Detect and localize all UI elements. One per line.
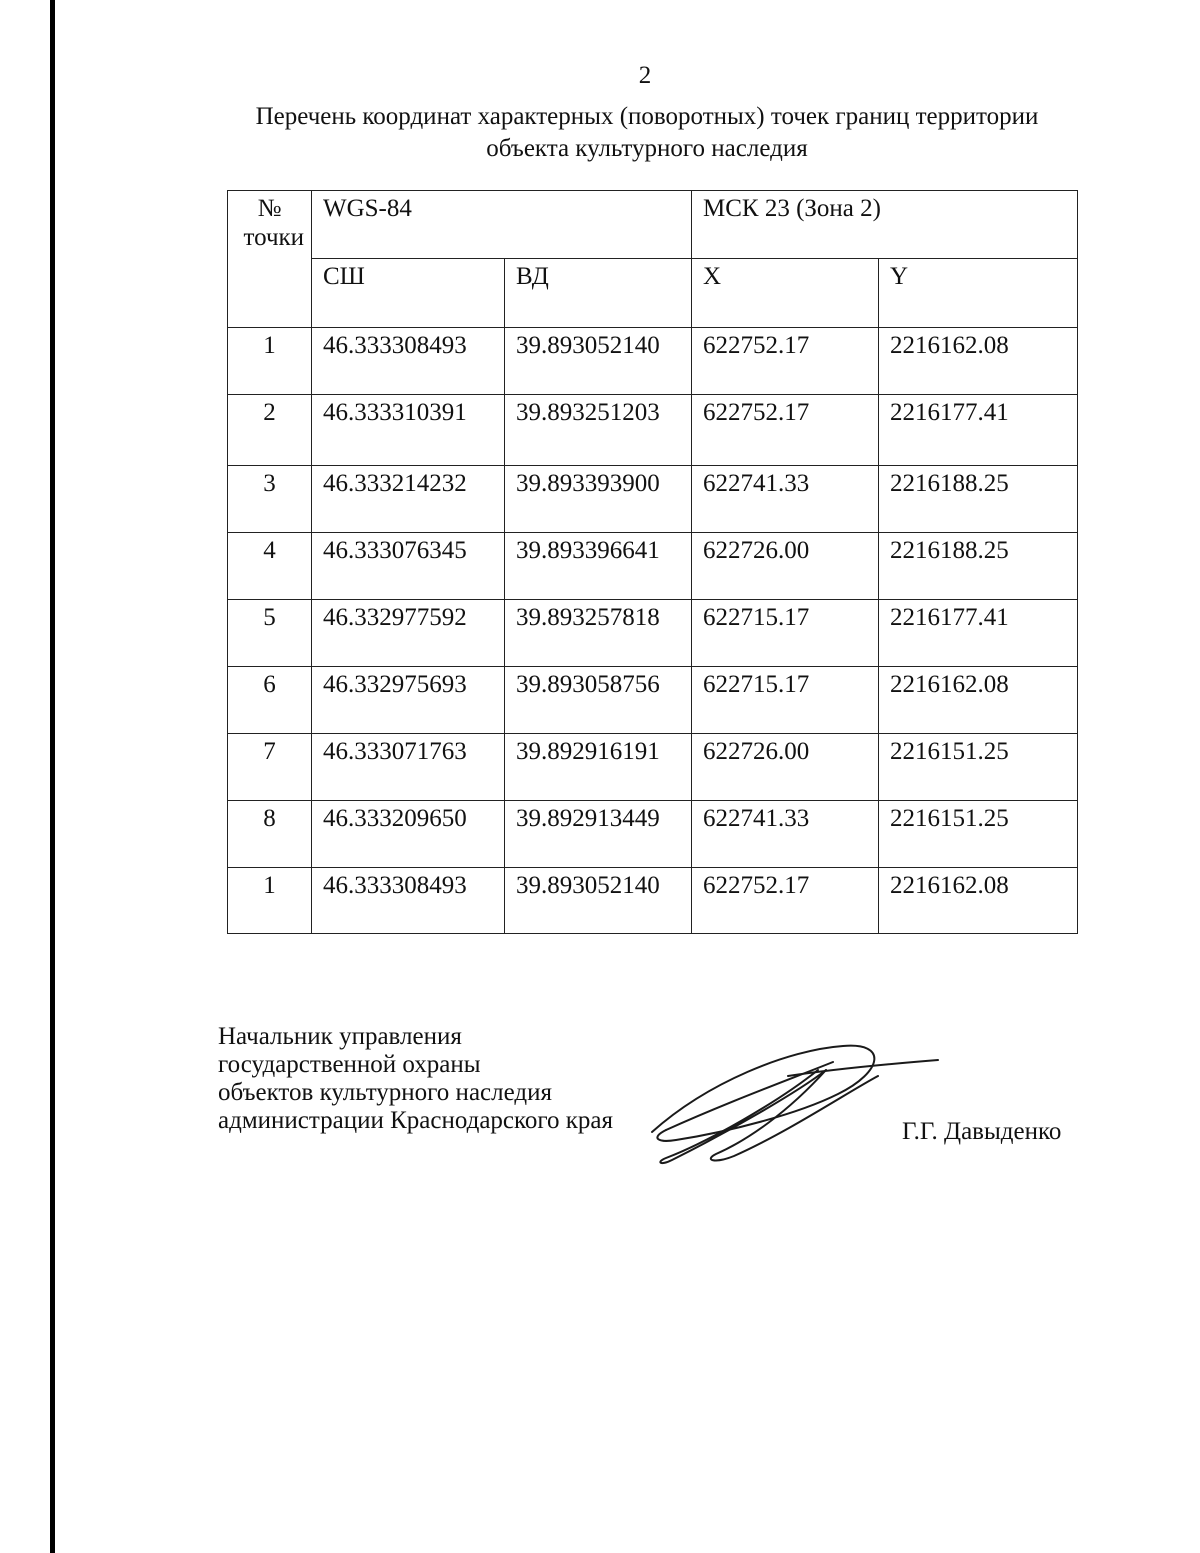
subheader-latitude: СШ	[312, 259, 505, 328]
y-cell: 2216177.41	[879, 395, 1078, 466]
document-title	[0, 101, 1200, 165]
y-cell: 2216162.08	[879, 328, 1078, 395]
header-msk23: МСК 23 (Зона 2)	[692, 191, 1078, 259]
point-number: 7	[228, 734, 312, 801]
longitude-cell: 39.892913449	[505, 801, 692, 868]
coordinates-table	[227, 190, 1078, 934]
signer-name: Г.Г. Давыденко	[902, 1118, 1062, 1145]
point-number: 8	[228, 801, 312, 868]
position-line-3: объектов культурного наследия	[218, 1079, 552, 1106]
signature-stroke	[660, 1070, 826, 1163]
table-row	[228, 667, 1078, 734]
table-row	[228, 801, 1078, 868]
y-cell: 2216151.25	[879, 801, 1078, 868]
latitude-cell: 46.332975693	[312, 667, 505, 734]
latitude-cell: 46.333209650	[312, 801, 505, 868]
longitude-cell: 39.893257818	[505, 600, 692, 667]
table-row	[228, 600, 1078, 667]
x-cell: 622752.17	[692, 868, 879, 934]
header-wgs84: WGS-84	[312, 191, 692, 259]
table-row	[228, 734, 1078, 801]
title-line-2: объекта культурного наследия	[486, 135, 808, 162]
x-cell: 622726.00	[692, 533, 879, 600]
latitude-cell: 46.333214232	[312, 466, 505, 533]
x-cell: 622752.17	[692, 395, 879, 466]
x-cell: 622715.17	[692, 667, 879, 734]
table-row	[228, 328, 1078, 395]
table-row	[228, 466, 1078, 533]
signature-stroke	[788, 1060, 938, 1076]
subheader-longitude: ВД	[505, 259, 692, 328]
longitude-cell: 39.893058756	[505, 667, 692, 734]
latitude-cell: 46.333308493	[312, 328, 505, 395]
table-subheader-row	[228, 259, 1078, 328]
point-number: 6	[228, 667, 312, 734]
position-line-4: администрации Краснодарского края	[218, 1107, 614, 1134]
latitude-cell: 46.333071763	[312, 734, 505, 801]
longitude-cell: 39.893052140	[505, 868, 692, 934]
x-cell: 622741.33	[692, 466, 879, 533]
header-point-number-label: № точки	[243, 195, 305, 251]
latitude-cell: 46.333308493	[312, 868, 505, 934]
longitude-cell: 39.893251203	[505, 395, 692, 466]
subheader-x: X	[692, 259, 879, 328]
left-margin-bar	[50, 0, 55, 1553]
point-number: 2	[228, 395, 312, 466]
latitude-cell: 46.332977592	[312, 600, 505, 667]
y-cell: 2216162.08	[879, 868, 1078, 934]
table-row	[228, 395, 1078, 466]
latitude-cell: 46.333310391	[312, 395, 505, 466]
y-cell: 2216162.08	[879, 667, 1078, 734]
x-cell: 622752.17	[692, 328, 879, 395]
x-cell: 622741.33	[692, 801, 879, 868]
longitude-cell: 39.892916191	[505, 734, 692, 801]
title-line-1: Перечень координат характерных (поворотных) точек границ территории	[255, 103, 1039, 130]
longitude-cell: 39.893052140	[505, 328, 692, 395]
page-number: 2	[638, 62, 652, 89]
header-point-number	[228, 191, 312, 328]
y-cell: 2216188.25	[879, 466, 1078, 533]
longitude-cell: 39.893393900	[505, 466, 692, 533]
table-row	[228, 868, 1078, 934]
signatory-position	[218, 1023, 613, 1135]
y-cell: 2216177.41	[879, 600, 1078, 667]
position-line-1: Начальник управления	[218, 1023, 462, 1050]
longitude-cell: 39.893396641	[505, 533, 692, 600]
point-number: 1	[228, 328, 312, 395]
handwritten-signature	[638, 1032, 948, 1172]
x-cell: 622726.00	[692, 734, 879, 801]
subheader-y: Y	[879, 259, 1078, 328]
point-number: 4	[228, 533, 312, 600]
y-cell: 2216188.25	[879, 533, 1078, 600]
x-cell: 622715.17	[692, 600, 879, 667]
point-number: 5	[228, 600, 312, 667]
table-row	[228, 533, 1078, 600]
point-number: 3	[228, 466, 312, 533]
position-line-2: государственной охраны	[218, 1051, 481, 1078]
y-cell: 2216151.25	[879, 734, 1078, 801]
point-number: 1	[228, 868, 312, 934]
signature-stroke	[711, 1070, 878, 1160]
table-header-row	[228, 191, 1078, 259]
latitude-cell: 46.333076345	[312, 533, 505, 600]
